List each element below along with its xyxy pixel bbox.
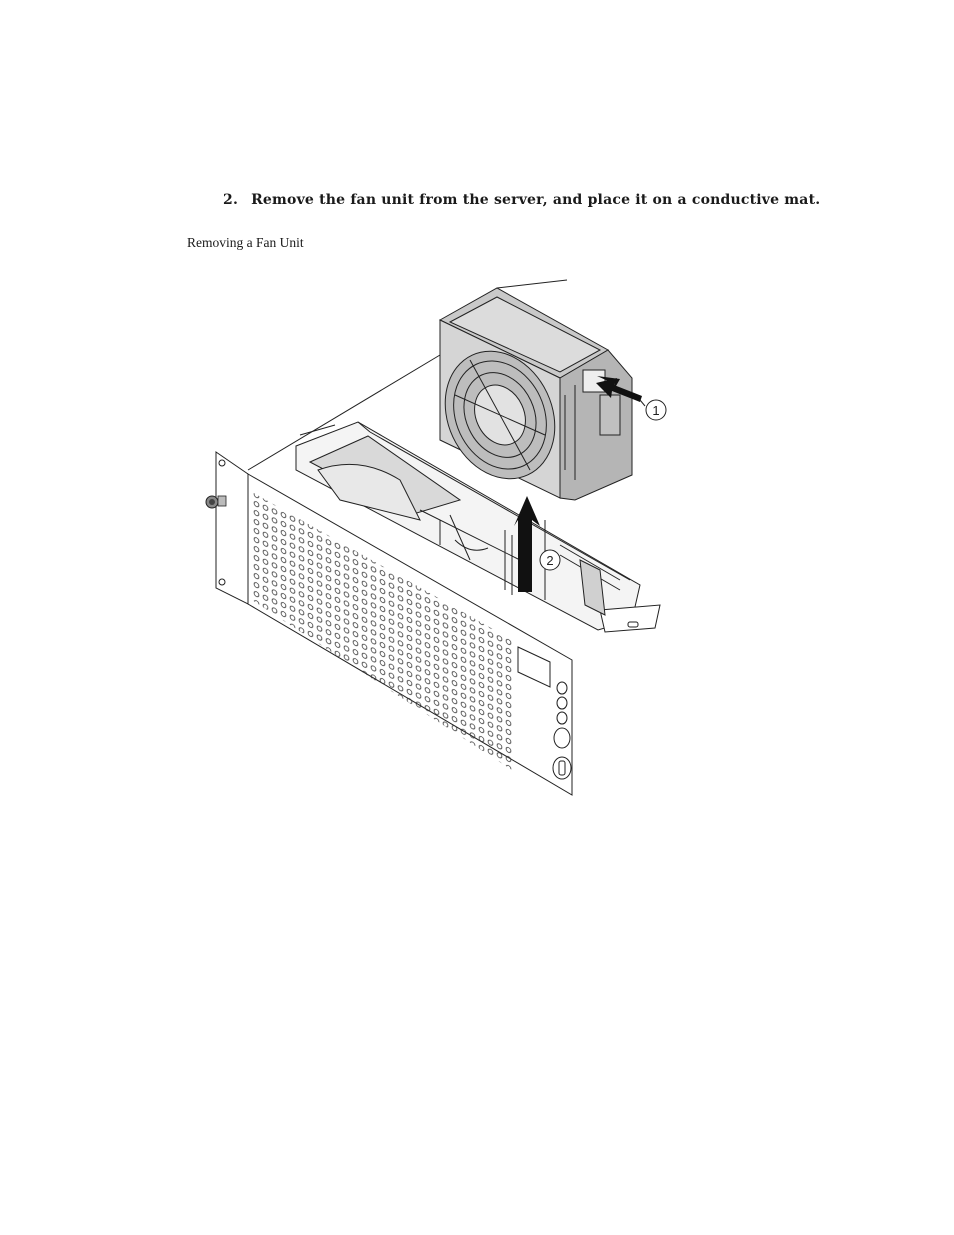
step-instruction <box>223 192 820 208</box>
callout-2 <box>540 550 560 570</box>
step-text: Remove the fan unit from the server, and place it on a conductive mat. <box>251 192 821 208</box>
fan-removal-illustration <box>195 270 695 810</box>
callout-1 <box>646 400 666 420</box>
callout-1-label: 1 <box>652 403 660 418</box>
callout-2-label: 2 <box>546 553 554 568</box>
fan-unit <box>425 280 632 500</box>
step-number: 2. <box>223 192 239 208</box>
figure-caption: Removing a Fan Unit <box>187 235 304 250</box>
